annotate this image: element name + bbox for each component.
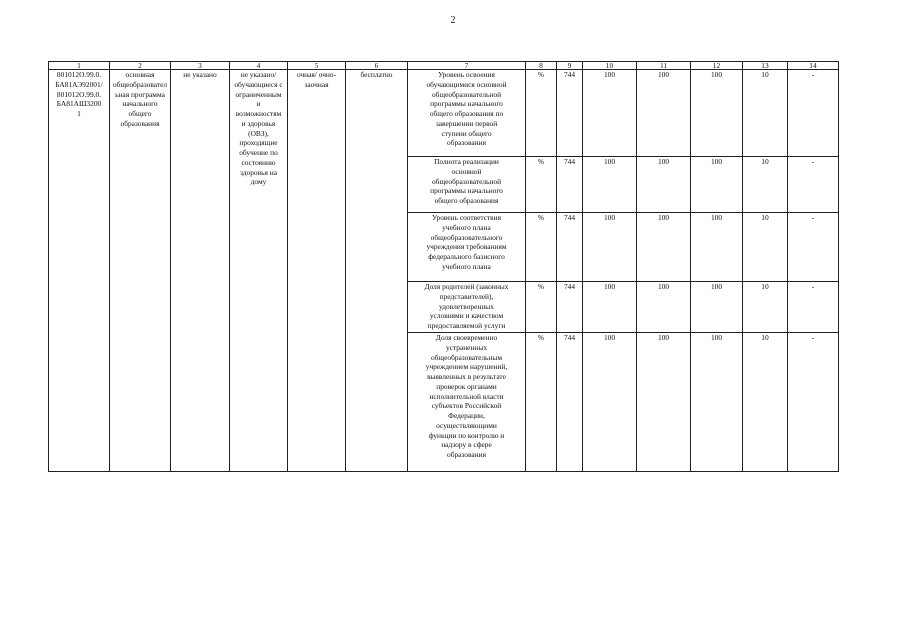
note-cell: - bbox=[788, 70, 839, 157]
unit-cell: % bbox=[526, 333, 557, 472]
column-number-4: 4 bbox=[230, 62, 288, 70]
indicator-name-cell: Доля родителей (законных представителей), удовлетворенных условиями и качеством предоставляемой услуги bbox=[408, 282, 526, 333]
okei-code-cell: 744 bbox=[557, 157, 583, 213]
column-number-7: 7 bbox=[408, 62, 526, 70]
category-cell: не указано/ обучающиеся с ограниченным и возможностям и здоровья (ОВЗ), проходящие обучение по состоянию здоровья на дому bbox=[230, 70, 288, 472]
column-number-10: 10 bbox=[583, 62, 637, 70]
value-year-2-cell: 100 bbox=[637, 282, 691, 333]
unit-cell: % bbox=[526, 157, 557, 213]
allowed-deviation-cell: 10 bbox=[743, 70, 788, 157]
note-cell: - bbox=[788, 333, 839, 472]
column-number-12: 12 bbox=[691, 62, 743, 70]
column-number-1: 1 bbox=[49, 62, 110, 70]
column-number-row bbox=[49, 62, 839, 70]
value-year-1-cell: 100 bbox=[583, 213, 637, 282]
standard-cell: не указано bbox=[171, 70, 230, 472]
value-year-2-cell: 100 bbox=[637, 213, 691, 282]
value-year-1-cell: 100 bbox=[583, 70, 637, 157]
value-year-2-cell: 100 bbox=[637, 333, 691, 472]
program-cell: основная общеобразовател ьная программа начального общего образования bbox=[110, 70, 171, 472]
column-number-8: 8 bbox=[526, 62, 557, 70]
okei-code-cell: 744 bbox=[557, 282, 583, 333]
value-year-3-cell: 100 bbox=[691, 333, 743, 472]
column-number-2: 2 bbox=[110, 62, 171, 70]
column-number-6: 6 bbox=[346, 62, 408, 70]
column-number-11: 11 bbox=[637, 62, 691, 70]
allowed-deviation-cell: 10 bbox=[743, 157, 788, 213]
column-number-5: 5 bbox=[288, 62, 346, 70]
unit-cell: % bbox=[526, 213, 557, 282]
page-number: 2 bbox=[450, 15, 456, 26]
unit-cell: % bbox=[526, 282, 557, 333]
value-year-3-cell: 100 bbox=[691, 70, 743, 157]
column-number-13: 13 bbox=[743, 62, 788, 70]
note-cell: - bbox=[788, 157, 839, 213]
value-year-3-cell: 100 bbox=[691, 157, 743, 213]
okei-code-cell: 744 bbox=[557, 70, 583, 157]
value-year-2-cell: 100 bbox=[637, 157, 691, 213]
note-cell: - bbox=[788, 282, 839, 333]
value-year-3-cell: 100 bbox=[691, 282, 743, 333]
indicator-name-cell: Полнота реализации основной общеобразовательной программы начального общего образования bbox=[408, 157, 526, 213]
allowed-deviation-cell: 10 bbox=[743, 213, 788, 282]
okei-code-cell: 744 bbox=[557, 213, 583, 282]
indicator-name-cell: Доля своевременно устраненных общеобразовательным учреждением нарушений, выявленных в результате проверок органами исполнительной власти субъектов Российской Федерации, осуществляющими функции по контролю и надзору в сфере образования bbox=[408, 333, 526, 472]
okei-code-cell: 744 bbox=[557, 333, 583, 472]
value-year-1-cell: 100 bbox=[583, 333, 637, 472]
quality-indicators-table bbox=[48, 61, 839, 472]
note-cell: - bbox=[788, 213, 839, 282]
indicator-name-cell: Уровень освоения обучающимися основной общеобразовательной программы начального общего образования по завершении первой ступени общего образования bbox=[408, 70, 526, 157]
value-year-3-cell: 100 bbox=[691, 213, 743, 282]
registry-code-cell: 801012О.99.0. БА81АЭ92001/ 801012О.99.0. БА81АШ3200 1 bbox=[49, 70, 110, 472]
allowed-deviation-cell: 10 bbox=[743, 282, 788, 333]
payment-cell: бесплатно bbox=[346, 70, 408, 472]
allowed-deviation-cell: 10 bbox=[743, 333, 788, 472]
table-row bbox=[49, 70, 839, 157]
value-year-2-cell: 100 bbox=[637, 70, 691, 157]
value-year-1-cell: 100 bbox=[583, 282, 637, 333]
indicator-name-cell: Уровень соответствия учебного плана общеобразовательного учреждения требованиям федерального базисного учебного плана bbox=[408, 213, 526, 282]
column-number-9: 9 bbox=[557, 62, 583, 70]
column-number-14: 14 bbox=[788, 62, 839, 70]
value-year-1-cell: 100 bbox=[583, 157, 637, 213]
education-form-cell: очная/ очно- заочная bbox=[288, 70, 346, 472]
column-number-3: 3 bbox=[171, 62, 230, 70]
unit-cell: % bbox=[526, 70, 557, 157]
